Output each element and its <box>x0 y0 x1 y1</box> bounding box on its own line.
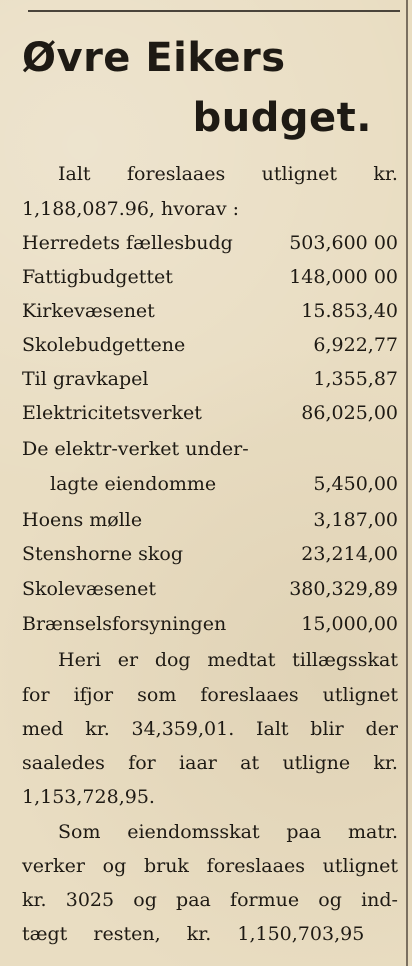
budget-amount: 3,187,00 <box>313 509 398 531</box>
word: og <box>133 889 157 911</box>
budget-label: Til gravkapel <box>22 368 149 390</box>
budget-row <box>22 299 398 323</box>
word: og <box>102 855 127 877</box>
budget-amount: 23,214,00 <box>301 543 398 565</box>
intro-line-2: 1,188,087.96, hvorav : <box>22 198 239 220</box>
word: er <box>117 649 139 671</box>
budget-amount: 86,025,00 <box>301 402 398 424</box>
word: dog <box>154 649 191 671</box>
budget-multiline-label: De elektr-verket under- <box>22 438 249 460</box>
budget-row <box>22 612 398 636</box>
budget-row <box>22 577 398 601</box>
word: som <box>137 684 177 706</box>
intro-word: kr. <box>373 163 398 185</box>
paragraph-2-line <box>22 820 398 844</box>
word: for <box>22 684 50 706</box>
word: 34,359,01. <box>131 718 235 740</box>
top-divider-rule <box>28 10 400 12</box>
word: formue <box>230 889 300 911</box>
budget-amount: 15.853,40 <box>301 300 398 322</box>
budget-label: lagte eiendomme <box>50 473 217 495</box>
word: Heri <box>58 649 101 671</box>
budget-row <box>22 265 398 289</box>
headline-line-2: budget. <box>192 95 372 141</box>
word: saaledes <box>22 752 105 774</box>
budget-label: Herredets fællesbudg <box>22 232 233 254</box>
word: kr. <box>85 718 110 740</box>
budget-row <box>22 367 398 391</box>
word: resten, <box>93 923 161 945</box>
word: der <box>365 718 398 740</box>
budget-row <box>22 401 398 425</box>
budget-row <box>22 231 398 255</box>
intro-word: Ialt <box>58 163 91 185</box>
headline-line-1: Øvre Eikers <box>22 35 286 81</box>
word: paa <box>176 889 211 911</box>
word: verker <box>22 855 85 877</box>
word: kr. <box>373 752 398 774</box>
intro-line-1 <box>22 162 398 186</box>
budget-amount: 1,355,87 <box>313 368 398 390</box>
word: 3025 <box>65 889 115 911</box>
word: matr. <box>347 821 398 843</box>
word: tillægsskat <box>292 649 398 671</box>
budget-label: Hoens mølle <box>22 509 143 531</box>
word: at <box>240 752 260 774</box>
word: ifjor <box>73 684 114 706</box>
budget-amount: 6,922,77 <box>313 334 398 356</box>
budget-label: Skolebudgettene <box>22 334 186 356</box>
word: Som <box>58 821 101 843</box>
paragraph-2-line <box>22 888 398 912</box>
word: tægt <box>22 923 68 945</box>
word: paa <box>286 821 322 843</box>
paragraph-1-line <box>22 717 398 741</box>
budget-amount: 503,600 00 <box>289 232 398 254</box>
budget-row <box>22 333 398 357</box>
word: 1,150,703,95 <box>237 923 365 945</box>
intro-word: foreslaaes <box>126 163 226 185</box>
paragraph-1-last-line: 1,153,728,95. <box>22 786 155 808</box>
paragraph-1-line <box>22 648 398 672</box>
word: kr. <box>22 889 47 911</box>
word: kr. <box>186 923 212 945</box>
paragraph-1-line <box>22 683 398 707</box>
word: iaar <box>179 752 217 774</box>
budget-amount: 5,450,00 <box>313 473 398 495</box>
word: bruk <box>143 855 189 877</box>
word: for <box>128 752 156 774</box>
budget-label: Stenshorne skog <box>22 543 184 565</box>
word: utlignet <box>322 855 398 877</box>
word: foreslaaes <box>206 855 305 877</box>
word: blir <box>310 718 344 740</box>
paragraph-2-line <box>22 854 398 878</box>
budget-amount: 15,000,00 <box>301 613 398 635</box>
paragraph-1-line <box>22 751 398 775</box>
budget-label: Skolevæsenet <box>22 578 156 600</box>
budget-label: Kirkevæsenet <box>22 300 155 322</box>
budget-label: Elektricitetsverket <box>22 402 202 424</box>
word: med <box>22 718 64 740</box>
budget-label: Fattigbudgettet <box>22 266 173 288</box>
column-border-rule <box>406 0 408 966</box>
budget-row <box>22 508 398 532</box>
word: Ialt <box>256 718 289 740</box>
budget-row <box>22 472 398 496</box>
paragraph-2-line <box>22 922 398 946</box>
budget-row <box>22 542 398 566</box>
word: og <box>318 889 342 911</box>
word: utlignet <box>322 684 398 706</box>
intro-word: utlignet <box>261 163 337 185</box>
word: utligne <box>282 752 351 774</box>
budget-label: Brænselsforsyningen <box>22 613 227 635</box>
word: ind- <box>361 889 398 911</box>
word: medtat <box>207 649 276 671</box>
budget-amount: 380,329,89 <box>289 578 398 600</box>
word: eiendomsskat <box>127 821 260 843</box>
budget-amount: 148,000 00 <box>289 266 398 288</box>
word: foreslaaes <box>200 684 299 706</box>
